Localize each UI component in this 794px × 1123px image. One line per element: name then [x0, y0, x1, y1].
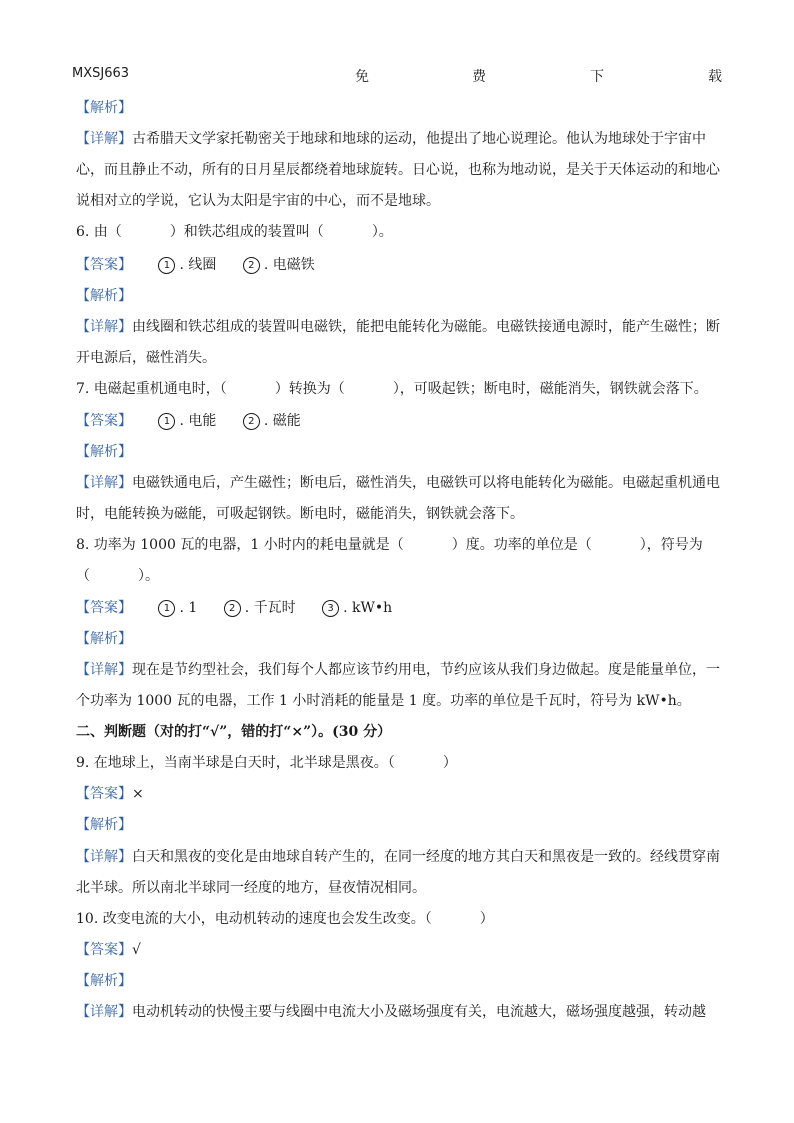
- analysis-tag: [76, 286, 718, 306]
- answer-option: [158, 598, 197, 618]
- detail-line: [76, 660, 718, 680]
- answer-line: [76, 940, 718, 960]
- stem-part: ）: [442, 755, 457, 771]
- detail-text: 说相对立的学说，它认为太阳是宇宙的中心，而不是地球。: [76, 193, 440, 209]
- stem-part: 9. 在地球上，当南半球是白天时，北半球是黑夜。（: [76, 755, 395, 771]
- header-code: MXSJ663: [72, 66, 130, 81]
- question-9-stem: [76, 753, 718, 773]
- detail-label: 【详解】: [76, 319, 132, 335]
- answer-option: [243, 255, 315, 275]
- stem-part: 8. 功率为 1000 瓦的电器，1 小时内的耗电量就是（: [76, 537, 404, 553]
- question-8-stem-cont: [76, 566, 718, 586]
- answer-value: ×: [132, 786, 144, 802]
- detail-line: [76, 473, 718, 493]
- question-10-stem: [76, 909, 718, 929]
- circled-number: 2: [224, 600, 241, 617]
- circled-number: 2: [243, 413, 260, 430]
- header-char-4: 载: [708, 69, 722, 85]
- detail-line: [76, 348, 718, 368]
- detail-line: [76, 191, 718, 211]
- header-char-1: 免: [355, 69, 369, 85]
- analysis-label: 【解析】: [76, 100, 132, 116]
- answer-line: [76, 598, 718, 618]
- question-7-stem: [76, 379, 718, 399]
- stem-part: （: [76, 568, 90, 584]
- detail-label: 【详解】: [76, 849, 132, 865]
- analysis-tag: [76, 971, 718, 991]
- circled-number: 2: [243, 257, 260, 274]
- option-text: . 线圈: [179, 257, 217, 273]
- circled-number: 3: [322, 600, 339, 617]
- stem-part: ）: [479, 911, 494, 927]
- detail-text: 电磁铁通电后，产生磁性；断电后，磁性消失，电磁铁可以将电能转化为磁能。电磁起重机通电: [132, 475, 720, 491]
- stem-part: ）。: [138, 568, 159, 584]
- detail-text: 白天和黑夜的变化是由地球自转产生的，在同一经度的地方其白天和黑夜是一致的。经线贯穿南: [132, 849, 720, 865]
- detail-text: 电动机转动的快慢主要与线圈中电流大小及磁场强度有关，电流越大，磁场强度越强，转动越: [132, 1004, 706, 1020]
- answer-value: √: [132, 942, 141, 958]
- detail-text: 时，电能转换为磁能，可吸起钢铁。断电时，磁能消失，钢铁就会落下。: [76, 506, 524, 522]
- analysis-label: 【解析】: [76, 817, 132, 833]
- answer-line: [76, 255, 718, 275]
- header-char-2: 费: [472, 69, 486, 85]
- detail-line: [76, 691, 718, 711]
- page-header: [72, 66, 722, 86]
- answer-line: [76, 411, 718, 431]
- stem-part: ）和铁芯组成的装置叫（: [169, 224, 324, 240]
- detail-line: [76, 847, 718, 867]
- answer-option: [224, 598, 296, 618]
- detail-line: [76, 129, 718, 149]
- answer-label: 【答案】: [76, 942, 132, 958]
- detail-text: 由线圈和铁芯组成的装置叫电磁铁，能把电能转化为磁能。电磁铁接通电源时，能产生磁性；断: [132, 319, 720, 335]
- option-text: . 磁能: [263, 413, 301, 429]
- analysis-label: 【解析】: [76, 631, 132, 647]
- circled-number: 1: [158, 413, 175, 430]
- answer-line: [76, 784, 718, 804]
- analysis-label: 【解析】: [76, 444, 132, 460]
- stem-part: ）度。功率的单位是（: [451, 537, 592, 553]
- answer-label: 【答案】: [76, 413, 132, 429]
- detail-label: 【详解】: [76, 131, 132, 147]
- answer-option: [322, 598, 392, 618]
- detail-label: 【详解】: [76, 475, 132, 491]
- header-char-3: 下: [590, 69, 604, 85]
- detail-line: [76, 1002, 718, 1022]
- detail-text: 心，而且静止不动，所有的日月星辰都绕着地球旋转。日心说，也称为地动说，是关于天体运动的和地心: [76, 162, 720, 178]
- answer-option: [243, 411, 301, 431]
- circled-number: 1: [158, 257, 175, 274]
- stem-part: ），符号为: [639, 537, 703, 553]
- detail-label: 【详解】: [76, 662, 132, 678]
- detail-line: [76, 160, 718, 180]
- answer-option: [158, 411, 216, 431]
- stem-part: 7. 电磁起重机通电时，（: [76, 381, 227, 397]
- analysis-label: 【解析】: [76, 973, 132, 989]
- answer-option: [158, 255, 216, 275]
- option-text: . 电能: [179, 413, 217, 429]
- circled-number: 1: [158, 600, 175, 617]
- detail-line: [76, 878, 718, 898]
- stem-part: 10. 改变电流的大小，电动机转动的速度也会发生改变。（: [76, 911, 432, 927]
- option-text: . kW•h: [343, 600, 393, 616]
- detail-line: [76, 317, 718, 337]
- stem-part: ）。: [371, 224, 393, 240]
- question-6-stem: [76, 222, 718, 242]
- analysis-tag: [76, 629, 718, 649]
- analysis-tag: [76, 442, 718, 462]
- answer-label: 【答案】: [76, 786, 132, 802]
- option-text: . 电磁铁: [263, 257, 315, 273]
- answer-label: 【答案】: [76, 600, 132, 616]
- stem-part: 6. 由（: [76, 224, 122, 240]
- detail-text: 开电源后，磁性消失。: [76, 350, 216, 366]
- answer-label: 【答案】: [76, 257, 132, 273]
- detail-line: [76, 504, 718, 524]
- option-text: . 千瓦时: [244, 600, 296, 616]
- stem-part: ），可吸起铁；断电时，磁能消失，钢铁就会落下。: [392, 381, 708, 397]
- detail-text: 个功率为 1000 瓦的电器，工作 1 小时消耗的能量是 1 度。功率的单位是千瓦时，符号为 kW•h。: [76, 693, 691, 709]
- detail-text: 现在是节约型社会，我们每个人都应该节约用电，节约应该从我们身边做起。度是能量单位，一: [132, 662, 720, 678]
- option-text: . 1: [179, 600, 198, 616]
- analysis-tag: [76, 815, 718, 835]
- stem-part: ）转换为（: [274, 381, 345, 397]
- detail-text: 北半球。所以南北半球同一经度的地方，昼夜情况相同。: [76, 880, 426, 896]
- detail-text: 古希腊天文学家托勒密关于地球和地球的运动，他提出了地心说理论。他认为地球处于宇宙中: [132, 131, 706, 147]
- analysis-tag: [76, 98, 718, 118]
- analysis-label: 【解析】: [76, 288, 132, 304]
- question-8-stem: [76, 535, 718, 555]
- detail-label: 【详解】: [76, 1004, 132, 1020]
- section-title: 二、判断题（对的打“√”，错的打“×”）。(30 分）: [76, 724, 392, 740]
